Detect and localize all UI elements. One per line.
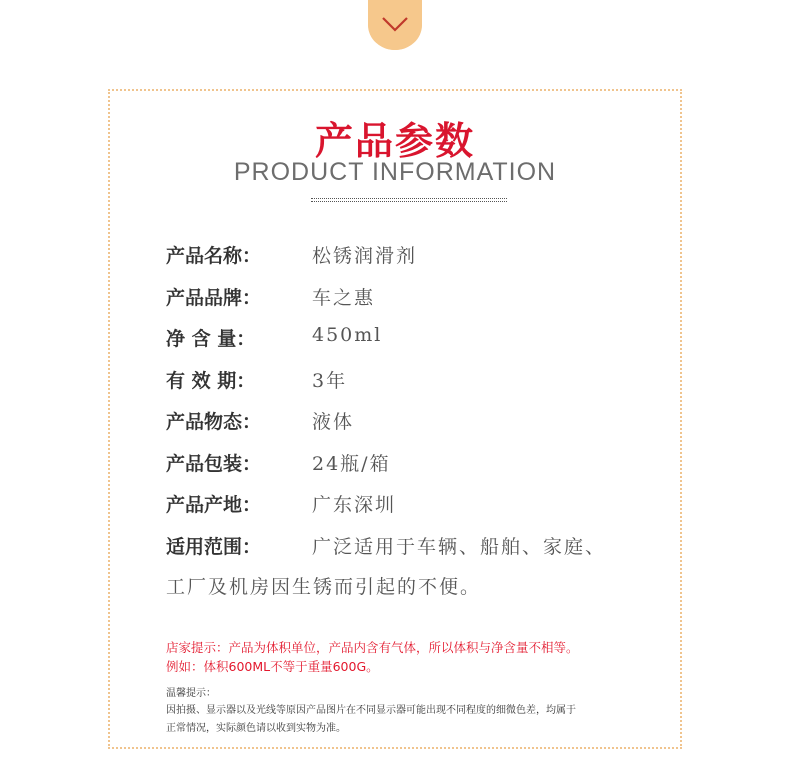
page-title: 产品参数 xyxy=(314,119,475,163)
chevron-down-icon xyxy=(381,12,409,36)
shop-tip-example: 例如：体积600ML不等于重量600G。 xyxy=(166,659,379,674)
spec-value: 松锈润滑剂 xyxy=(312,245,418,267)
spec-label: 产品物态： xyxy=(166,411,262,433)
spec-label: 产品产地： xyxy=(166,494,262,516)
spec-value: 24瓶/箱 xyxy=(312,453,391,475)
page-subtitle: PRODUCT INFORMATION xyxy=(233,158,557,186)
title-divider xyxy=(311,198,507,202)
spec-label: 有 效 期： xyxy=(166,370,256,392)
spec-value: 液体 xyxy=(312,411,355,433)
spec-label: 产品名称： xyxy=(166,245,262,267)
spec-label: 适用范围： xyxy=(166,536,262,558)
chevron-badge[interactable] xyxy=(368,0,422,50)
shop-tip: 店家提示：产品为体积单位，产品内含有气体，所以体积与净含量不相等。 xyxy=(166,640,579,655)
spec-label: 产品包装： xyxy=(166,453,262,475)
spec-value: 450ml xyxy=(312,324,383,346)
scope-continuation: 工厂及机房因生锈而引起的不便。 xyxy=(166,576,482,598)
spec-value: 车之惠 xyxy=(312,287,376,309)
spec-value: 广东深圳 xyxy=(312,494,397,516)
spec-value: 广泛适用于车辆、船舶、家庭、 xyxy=(312,536,607,558)
warm-tip-line: 正常情况，实际颜色请以收到实物为准。 xyxy=(166,723,346,734)
spec-value: 3年 xyxy=(312,370,348,392)
spec-label: 净 含 量： xyxy=(166,328,256,350)
spec-label: 产品品牌： xyxy=(166,287,262,309)
warm-tip-title: 温馨提示： xyxy=(166,688,216,699)
warm-tip-line: 因拍摄、显示器以及光线等原因产品图片在不同显示器可能出现不同程度的细微色差，均属于 xyxy=(166,705,576,716)
